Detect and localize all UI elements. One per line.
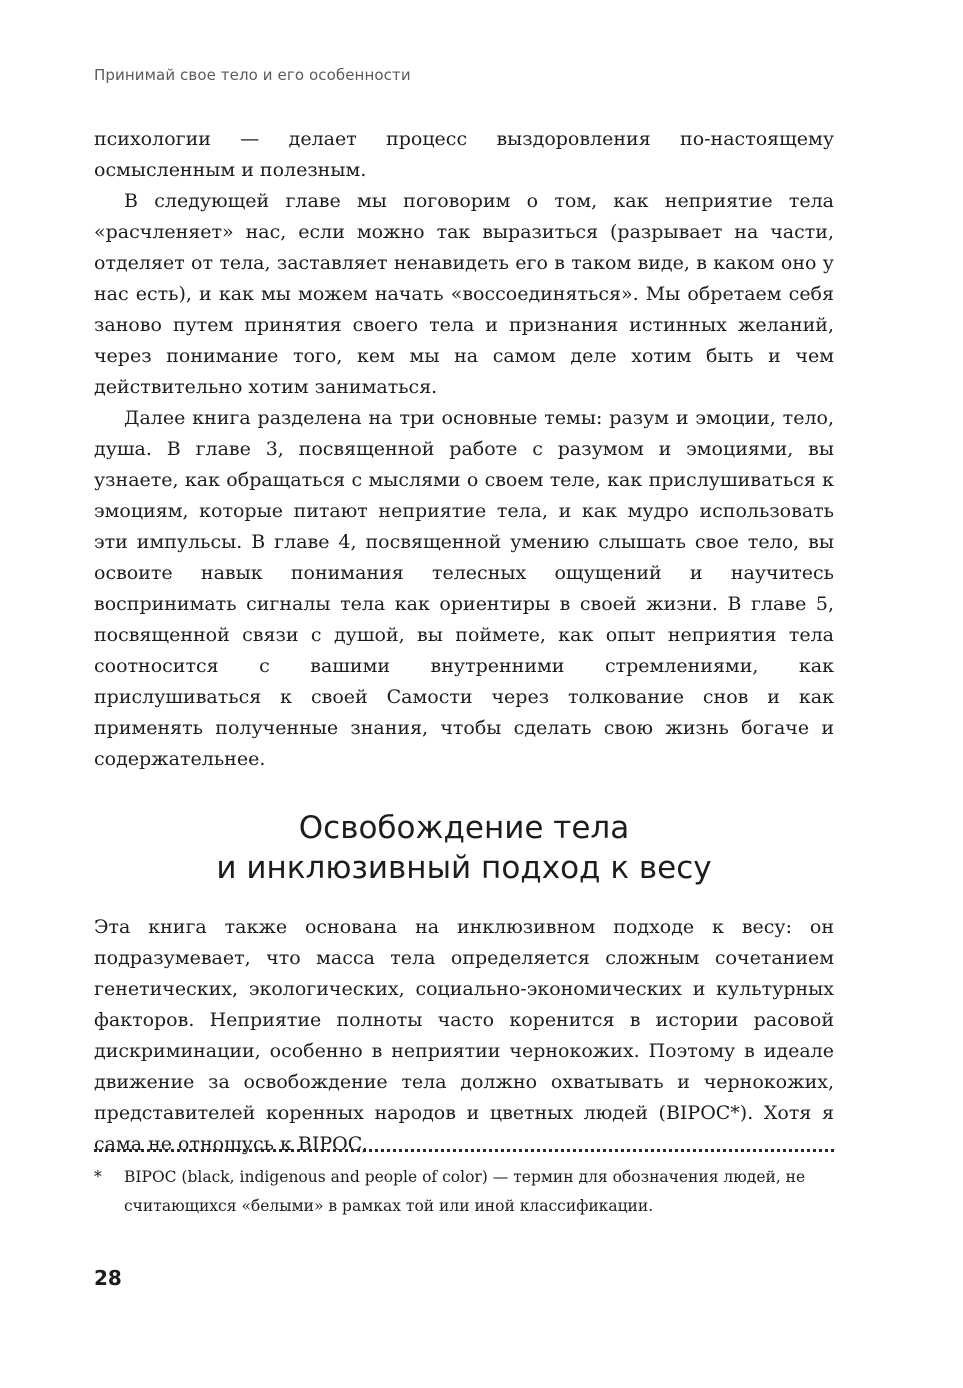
running-head: Принимай свое тело и его особенности <box>94 66 411 84</box>
footnote-text: BIPOC (black, indigenous and people of color) — термин для обозначения людей, не считающихся «белыми» в рамках той или иной классификации. <box>124 1168 806 1215</box>
paragraph: Эта книга также основана на инклюзивном подходе к весу: он подразумевает, что масса тела определяется сложным сочетанием генетических, экологических, социально-экономических и культурных факторов. Неприятие полноты часто коренится в истории расовой дискриминации, особенно в неприятии чернокожих. Поэтому в идеале движение за освобождение тела должно охватывать и чернокожих, представителей коренных народов и цветных людей (BIPOC*). Хотя я сама не отношусь к BIPOC, <box>94 916 834 1155</box>
intro-text-block <box>94 124 834 775</box>
section-heading-line-1: Освобождение тела <box>298 810 630 846</box>
footnote-divider <box>94 1149 834 1152</box>
paragraph: Далее книга разделена на три основные темы: разум и эмоции, тело, душа. В главе 3, посвященной работе с разумом и эмоциями, вы узнаете, как обращаться с мыслями о своем теле, как прислушиваться к эмоциям, которые питают неприятие тела, и как мудро использовать эти импульсы. В главе 4, посвященной умению слышать свое тело, вы освоите навык понимания телесных ощущений и научитесь воспринимать сигналы тела как ориентиры в своей жизни. В главе 5, посвященной связи с душой, вы поймете, как опыт неприятия тела соотносится с вашими внутренними стремлениями, как прислушиваться к своей Самости через толкование снов и как применять полученные знания, чтобы сделать свою жизнь богаче и содержательнее. <box>94 407 834 770</box>
paragraph: психологии — делает процесс выздоровления по-настоящему осмысленным и полезным. <box>94 128 834 181</box>
section-heading <box>94 808 834 888</box>
footnote <box>94 1163 834 1221</box>
section-text-block <box>94 912 834 1160</box>
footnote-marker: * <box>94 1168 102 1186</box>
section-heading-line-2: и инклюзивный подход к весу <box>216 850 712 886</box>
paragraph: В следующей главе мы поговорим о том, как неприятие тела «расчленяет» нас, если можно так выразиться (разрывает на части, отделяет от тела, заставляет ненавидеть его в таком виде, в каком оно у нас есть), и как мы можем начать «воссоединяться». Мы обретаем себя заново путем принятия своего тела и признания истинных желаний, через понимание того, кем мы на самом деле хотим быть и чем действительно хотим заниматься. <box>94 190 834 398</box>
page-number: 28 <box>94 1266 122 1290</box>
